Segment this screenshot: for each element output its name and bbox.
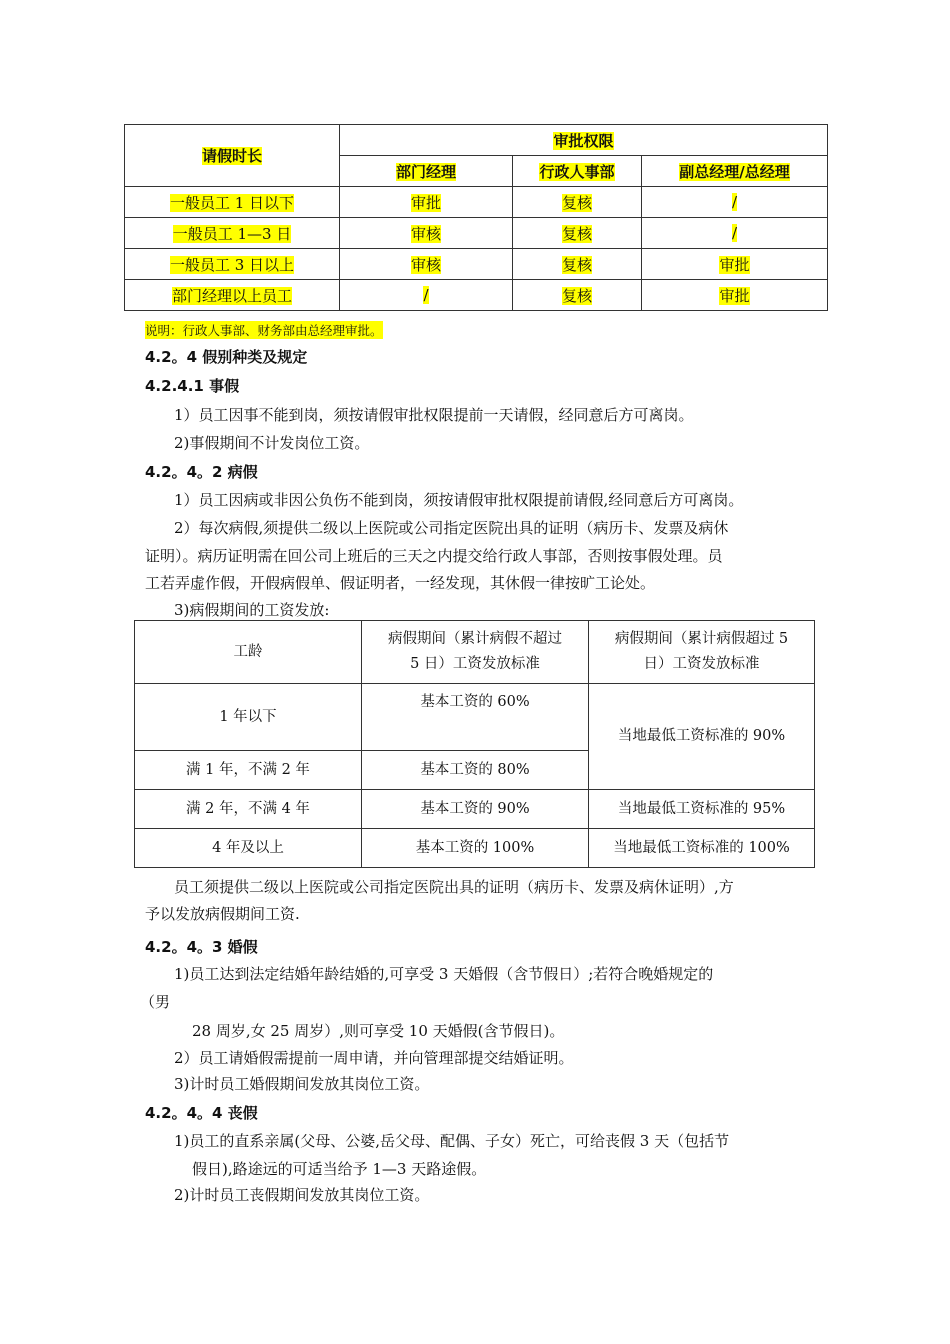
approval-table (124, 124, 828, 311)
paragraph: （男 (140, 993, 171, 1011)
table-cell: 基本工资的 90% (362, 790, 589, 829)
header-gm: 副总经理/总经理 (642, 156, 828, 187)
row-label: 部门经理以上员工 (125, 280, 340, 311)
paragraph: 假日),路途远的可适当给予 1—3 天路途假。 (192, 1160, 487, 1178)
paragraph: 1)员工达到法定结婚年龄结婚的,可享受 3 天婚假（含节假日）;若符合晚婚规定的 (174, 965, 714, 983)
header-dept-manager: 部门经理 (340, 156, 513, 187)
header-seniority: 工龄 (135, 621, 362, 684)
section-heading-4243: 4.2。4。3 婚假 (145, 938, 258, 956)
paragraph: 2)计时员工丧假期间发放其岗位工资。 (174, 1186, 430, 1204)
header-leave-duration: 请假时长 (125, 125, 340, 187)
paragraph: 1）员工因病或非因公负伤不能到岗，须按请假审批权限提前请假,经同意后方可离岗。 (174, 491, 744, 509)
paragraph: 证明）。病历证明需在回公司上班后的三天之内提交给行政人事部，否则按事假处理。员 (145, 547, 723, 565)
table-cell: 当地最低工资标准的 95% (589, 790, 815, 829)
row-label: 一般员工 1 日以下 (125, 187, 340, 218)
header-text: 病假期间（累计病假不超过 (388, 631, 562, 647)
table-row (125, 249, 828, 280)
table-cell: 复核 (513, 218, 642, 249)
paragraph: 员工须提供二级以上医院或公司指定医院出具的证明（病历卡、发票及病休证明）,方 (174, 878, 734, 896)
section-heading-4242: 4.2。4。2 病假 (145, 463, 258, 481)
section-heading-4244: 4.2。4。4 丧假 (145, 1104, 258, 1122)
table-row (135, 829, 815, 868)
table-cell: / (340, 280, 513, 311)
paragraph: 3)病假期间的工资发放: (174, 601, 330, 619)
table-note: 说明：行政人事部、财务部由总经理审批。 (145, 323, 383, 338)
table-row (125, 187, 828, 218)
table-row (125, 218, 828, 249)
paragraph: 3)计时员工婚假期间发放其岗位工资。 (174, 1075, 430, 1093)
paragraph: 1)员工的直系亲属(父母、公婆,岳父母、配偶、子女）死亡，可给丧假 3 天（包括节 (174, 1132, 730, 1150)
header-hr-dept: 行政人事部 (513, 156, 642, 187)
row-label: 一般员工 3 日以上 (125, 249, 340, 280)
header-over-5-days (589, 621, 815, 684)
table-cell: 基本工资的 80% (362, 751, 589, 790)
paragraph: 2）每次病假,须提供二级以上医院或公司指定医院出具的证明（病历卡、发票及病休 (174, 519, 729, 537)
table-row (125, 280, 828, 311)
header-approval-authority: 审批权限 (340, 125, 828, 156)
table-cell: 审批 (642, 249, 828, 280)
section-heading-4241: 4.2.4.1 事假 (145, 377, 240, 395)
table-cell: 4 年及以上 (135, 829, 362, 868)
table-cell: 当地最低工资标准的 100% (589, 829, 815, 868)
table-cell: 复核 (513, 280, 642, 311)
table-cell: 当地最低工资标准的 90% (589, 684, 815, 790)
table-cell: / (642, 218, 828, 249)
header-text: 病假期间（累计病假超过 5 (614, 631, 789, 647)
table-cell: 审核 (340, 249, 513, 280)
table-cell: 满 2 年，不满 4 年 (135, 790, 362, 829)
table-row (135, 790, 815, 829)
table-cell: 基本工资的 60% (362, 684, 589, 751)
paragraph: 2)事假期间不计发岗位工资。 (174, 434, 370, 452)
paragraph: 1）员工因事不能到岗，须按请假审批权限提前一天请假，经同意后方可离岗。 (174, 406, 694, 424)
paragraph: 工若弄虚作假，开假病假单、假证明者，一经发现，其休假一律按旷工论处。 (145, 574, 656, 592)
paragraph: 2）员工请婚假需提前一周申请，并向管理部提交结婚证明。 (174, 1049, 574, 1067)
table-cell: 审核 (340, 218, 513, 249)
sick-pay-table (134, 620, 815, 868)
header-under-5-days (362, 621, 589, 684)
section-heading-424: 4.2。4 假别种类及规定 (145, 348, 308, 366)
row-label: 一般员工 1—3 日 (125, 218, 340, 249)
header-text: 日）工资发放标准 (643, 656, 760, 672)
table-row (135, 684, 815, 751)
table-cell: / (642, 187, 828, 218)
table-cell: 审批 (642, 280, 828, 311)
paragraph: 予以发放病假期间工资. (145, 905, 300, 923)
table-cell: 满 1 年，不满 2 年 (135, 751, 362, 790)
header-text: 5 日）工资发放标准 (410, 656, 540, 672)
paragraph: 28 周岁,女 25 周岁）,则可享受 10 天婚假(含节假日)。 (192, 1022, 565, 1040)
table-cell: 复核 (513, 249, 642, 280)
table-cell: 复核 (513, 187, 642, 218)
table-cell: 审批 (340, 187, 513, 218)
table-cell: 1 年以下 (135, 684, 362, 751)
table-cell: 基本工资的 100% (362, 829, 589, 868)
